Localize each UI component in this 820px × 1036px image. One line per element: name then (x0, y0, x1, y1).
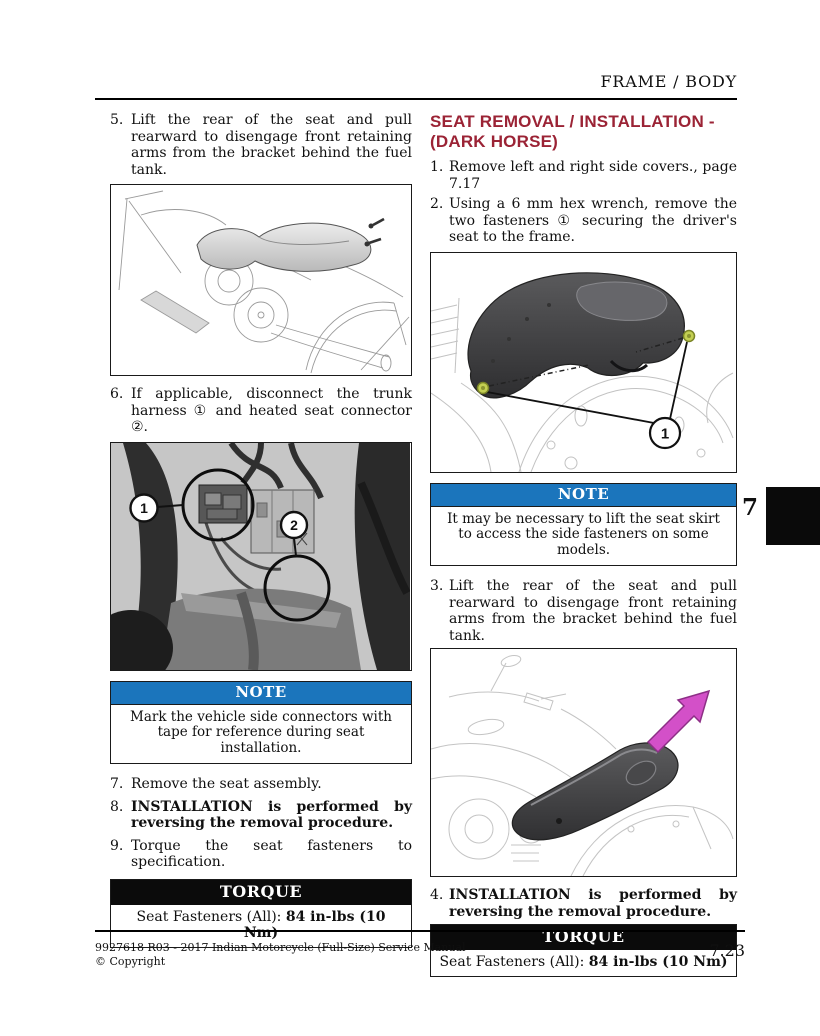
step-3 (430, 578, 737, 644)
fastener-right (684, 330, 695, 341)
torque-spec-value: 84 in-lbs (10 Nm) (243, 908, 386, 941)
page-footer (95, 930, 745, 969)
step-text: Lift the rear of the seat and pull rearward to disengage front retaining arms from the bracket behind the fuel tank. (449, 578, 737, 644)
step-text: Using a 6 mm hex wrench, remove the two fasteners ① securing the driver's seat to the frame. (449, 196, 737, 245)
step-text: Remove left and right side covers., page 7.17 (449, 159, 737, 192)
torque-title: TORQUE (431, 925, 736, 950)
seat-shape (512, 743, 678, 840)
step-text: Remove the seat assembly. (131, 776, 322, 792)
page-number: 7.23 (709, 941, 745, 960)
figure-dark-horse-seat-fasteners (430, 252, 737, 473)
step-number: 2. (430, 196, 444, 212)
step-6 (110, 386, 412, 436)
fastener-left (478, 382, 489, 393)
callout-1-label: 1 (660, 425, 670, 442)
photo-under-seat-connectors (111, 443, 410, 670)
step-text: Lift the rear of the seat and pull rearward to disengage front retaining arms from the bracket behind the fuel tank. (131, 112, 412, 178)
step-number: 5. (110, 112, 124, 128)
note-title: NOTE (111, 682, 411, 705)
step-text: If applicable, disconnect the trunk harness ① and heated seat connector ②. (131, 386, 412, 435)
note-title: NOTE (431, 484, 736, 507)
step-5 (110, 112, 412, 178)
section-heading-dark-horse: SEAT REMOVAL / INSTALLATION - (DARK HORSE) (430, 112, 715, 151)
step-text: INSTALLATION is performed by reversing the removal procedure. (449, 887, 737, 920)
step-number: 6. (110, 386, 124, 402)
line-art-motorcycle-seat-lifted (111, 185, 410, 375)
seat-shape (197, 223, 371, 271)
step-number: 3. (430, 578, 444, 594)
render-seat-with-fasteners (431, 253, 735, 472)
step-number: 1. (430, 159, 444, 175)
step-number: 4. (430, 887, 444, 903)
step-4 (430, 887, 737, 920)
right-column (430, 112, 737, 987)
section-header: FRAME / BODY (95, 72, 737, 100)
step-2 (430, 196, 737, 246)
line-art-seat-lift-arrow (431, 649, 735, 876)
step-8 (110, 799, 412, 832)
step-9 (110, 838, 412, 871)
step-number: 8. (110, 798, 124, 815)
left-column (110, 112, 412, 958)
note-body: Mark the vehicle side connectors with tape for reference during seat installation. (130, 708, 392, 756)
chapter-tab-marker (766, 487, 820, 545)
callout-2-label: 2 (290, 516, 298, 533)
footer-publication-info (95, 941, 466, 969)
fastener-bolts (369, 219, 384, 243)
torque-title: TORQUE (111, 880, 411, 905)
torque-spec-label: Seat Fasteners (All): (439, 954, 589, 970)
footer-line-1: 9927618 R03 - 2017 Indian Motorcycle (Full-Size) Service Manual (95, 941, 466, 954)
step-text: Torque the seat fasteners to specification. (131, 837, 412, 870)
figure-connector-photo (110, 442, 412, 671)
note-box-left (110, 681, 412, 765)
figure-seat-lift-direction (430, 648, 737, 877)
step-text: INSTALLATION is performed by reversing the removal procedure. (131, 798, 412, 831)
step-number: 7. (110, 776, 124, 792)
figure-seat-removal-line-art (110, 184, 412, 376)
step-number: 9. (110, 837, 124, 854)
footer-line-2: © Copyright (95, 955, 166, 968)
note-body: It may be necessary to lift the seat skirt to access the side fasteners on some models. (447, 510, 720, 558)
step-1 (430, 159, 737, 192)
callout-1-label: 1 (140, 499, 148, 516)
chapter-number: 7 (741, 494, 758, 521)
torque-spec-value: 84 in-lbs (10 Nm) (588, 954, 728, 970)
torque-spec-label: Seat Fasteners (All): (136, 908, 286, 925)
lift-direction-arrow (648, 691, 709, 752)
step-7 (110, 776, 412, 793)
note-box-right (430, 483, 737, 567)
